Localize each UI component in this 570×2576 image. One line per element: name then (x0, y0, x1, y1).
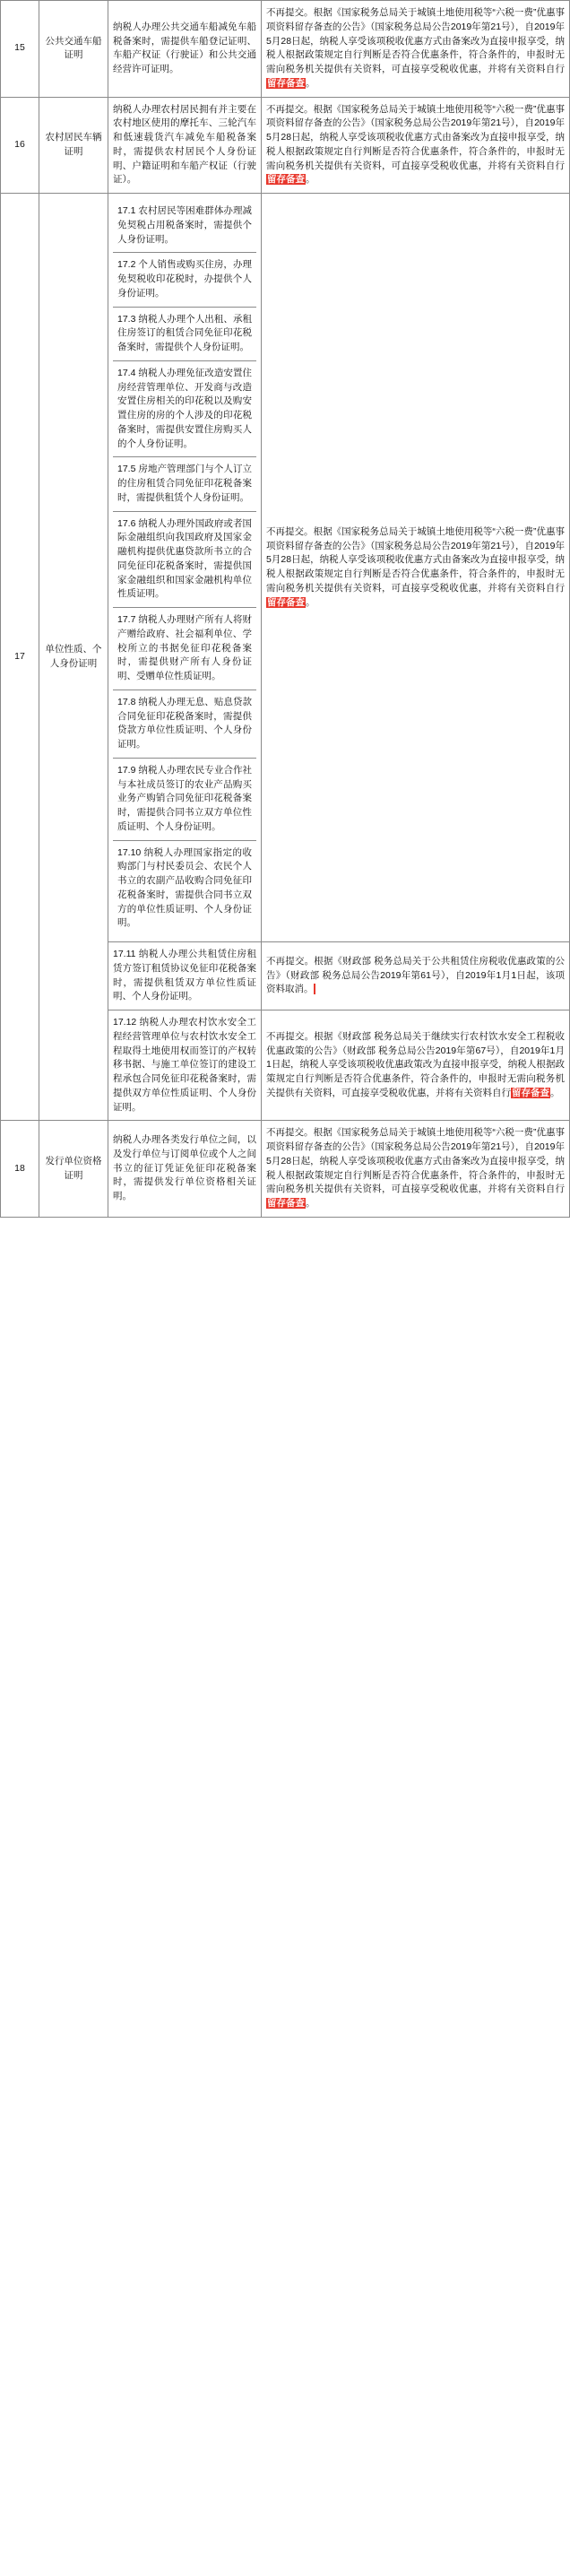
note-text-after: 。 (306, 77, 315, 89)
note-paragraph (266, 525, 565, 611)
sub-item-row (113, 307, 256, 360)
row-number: 17 (1, 194, 39, 1121)
row-material-name: 农村居民车辆证明 (39, 97, 108, 194)
table-row (1, 97, 570, 194)
sub-item-row (113, 253, 256, 307)
sub-item: 17.3 纳税人办理个人出租、承租住房签订的租赁合同免征印花税备案时，需提供个人身份证明。 (113, 307, 256, 360)
note-paragraph (266, 1030, 565, 1101)
sub-item-row (113, 840, 256, 936)
sub-item: 17.1 农村居民等困难群体办理减免契税占用税备案时，需提供个人身份证明。 (113, 199, 256, 253)
table-body (1, 1, 570, 1218)
note-text-before: 不再提交。根据《财政部 税务总局关于继续实行农村饮水安全工程税收优惠政策的公告》（财政部 税务总局公告2019年第67号），自2019年1月1日起，纳税人享受该项税收优惠政策改为直接申报享受，纳税人根据政策规定自行判断是否符合优惠条件，符合条件的，申报时无需向税务机关提供有关资料，可直接享受税收优惠，并将有关资料自行 (266, 1030, 565, 1098)
row-note (262, 1, 570, 98)
sub-item: 17.10 纳税人办理国家指定的收购部门与村民委员会、农民个人书立的农副产品收购合同免征印花税备案时，需提供合同书立双方的单位性质证明、个人身份证明。 (117, 846, 252, 929)
note-highlight: 留存备查 (267, 596, 305, 608)
note-paragraph (266, 955, 565, 997)
row-note (262, 97, 570, 194)
row-material-name: 发行单位资格证明 (39, 1121, 108, 1218)
row-description: 纳税人办理各类发行单位之间，以及发行单位与订阅单位或个人之间书立的征订凭证免征印花税备案时，需提供发行单位资格相关证明。 (108, 1121, 262, 1218)
sub-item-table (113, 199, 256, 936)
note-highlight: 留存备查 (267, 77, 305, 89)
row-description-group (108, 194, 262, 942)
table-row (1, 1121, 570, 1218)
tax-materials-table (0, 0, 570, 1218)
row-material-name: 单位性质、个人身份证明 (39, 194, 108, 1121)
note-text-before: 不再提交。根据《国家税务总局关于城镇土地使用税等“六税一费”优惠事项资料留存备查的公告》（国家税务总局公告2019年第21号），自2019年5月28日起，纳税人享受该项税收优惠方式由备案改为直接申报享受，纳税人根据政策规定自行判断是否符合优惠条件，符合条件的，申报时无需向税务机关提供有关资料，可直接享受税收优惠，并将有关资料自行 (266, 7, 565, 74)
sub-item-row (113, 758, 256, 840)
sub-item: 17.7 纳税人办理财产所有人将财产赠给政府、社会福利单位、学校所立的书据免征印花税备案时，需提供财产所有人身份证明、受赠单位性质证明。 (113, 608, 256, 690)
note-paragraph (266, 6, 565, 91)
row-description: 纳税人办理农村居民拥有并主要在农村地区使用的摩托车、三轮汽车和低速载货汽车减免车船税备案时，需提供农村居民个人身份证明、户籍证明和车船产权证（行驶证）。 (108, 97, 262, 194)
note-highlight: 留存备查 (512, 1087, 549, 1098)
sub-item-body (113, 199, 256, 936)
sub-item: 17.6 纳税人办理外国政府或者国际金融组织向我国政府及国家金融机构提供优惠贷款所书立的合同免征印花税备案时，需提供国家金融组织和国家金融机构单位性质证明。 (113, 511, 256, 608)
sub-item-row (113, 457, 256, 511)
note-text-after: 。 (306, 1198, 315, 1209)
sub-item-row (113, 360, 256, 457)
note-text-before: 不再提交。根据《财政部 税务总局关于公共租赁住房税收优惠政策的公告》（财政部 税务总局公告2019年第61号），自2019年1月1日起，该项资料取消。 (266, 955, 565, 995)
note-text-before: 不再提交。根据《国家税务总局关于城镇土地使用税等“六税一费”优惠事项资料留存备查的公告》（国家税务总局公告2019年第21号），自2019年5月28日起，纳税人享受该项税收优惠方式由备案改为直接申报享受，纳税人根据政策规定自行判断是否符合优惠条件，符合条件的，申报时无需向税务机关提供有关资料，可直接享受税收优惠，并将有关资料自行 (266, 103, 565, 171)
note-text-before: 不再提交。根据《国家税务总局关于城镇土地使用税等“六税一费”优惠事项资料留存备查的公告》（国家税务总局公告2019年第21号），自2019年5月28日起，纳税人享受该项税收优惠方式由备案改为直接申报享受，纳税人根据政策规定自行判断是否符合优惠条件，符合条件的，申报时无需向税务机关提供有关资料，可直接享受税收优惠，并将有关资料自行 (266, 1127, 565, 1195)
sub-item: 17.9 纳税人办理农民专业合作社与本社成员签订的农业产品购买业务产购销合同免征印花税备案时，需提供合同书立双方单位性质证明、个人身份证明。 (113, 758, 256, 840)
sub-item-row (113, 608, 256, 690)
document-page (0, 0, 570, 1218)
row-description: 17.11 纳税人办理公共租赁住房租赁方签订租赁协议免征印花税备案时，需提供租赁双方单位性质证明、个人身份证明。 (108, 942, 262, 1010)
row-number: 18 (1, 1121, 39, 1218)
note-paragraph (266, 1126, 565, 1211)
row-note (262, 1010, 570, 1121)
note-highlight: 留存备查 (267, 1198, 305, 1209)
sub-item-row (113, 199, 256, 253)
sub-item-row (113, 511, 256, 608)
note-text-after: 。 (306, 596, 315, 608)
row-material-name: 公共交通车船证明 (39, 1, 108, 98)
sub-item: 17.4 纳税人办理免征改造安置住房经营管理单位、开发商与改造安置住房相关的印花税以及购安置住房的房的个人涉及的印花税备案时，需提供安置住房购买人的个人身份证明。 (113, 360, 256, 457)
note-text-after: 。 (550, 1087, 560, 1098)
sub-item: 17.8 纳税人办理无息、贴息贷款合同免征印花税备案时，需提供贷款方单位性质证明、个人身份证明。 (113, 690, 256, 758)
row-note (262, 194, 570, 942)
row-description: 17.12 纳税人办理农村饮水安全工程经营管理单位与农村饮水安全工程取得土地使用权而签订的产权转移书据、与施工单位签订的建设工程承包合同免征印花税备案时，需提供双方单位性质证明、个人身份证明。 (108, 1010, 262, 1121)
note-text-after: 。 (306, 174, 315, 186)
note-highlight (314, 984, 315, 994)
sub-item: 17.2 个人销售或购买住房，办理免契税收印花税时，办提供个人身份证明。 (113, 253, 256, 307)
sub-item: 17.5 房地产管理部门与个人订立的住房租赁合同免征印花税备案时，需提供租赁个人身份证明。 (113, 457, 256, 511)
table-row (1, 1, 570, 98)
row-note (262, 1121, 570, 1218)
note-paragraph (266, 103, 565, 188)
row-number: 15 (1, 1, 39, 98)
table-row (1, 194, 570, 942)
row-description: 纳税人办理公共交通车船减免车船税备案时，需提供车船登记证明、车船产权证（行驶证）和公共交通经营许可证明。 (108, 1, 262, 98)
row-number: 16 (1, 97, 39, 194)
sub-item-row (113, 690, 256, 758)
note-highlight: 留存备查 (267, 174, 305, 186)
note-text-before: 不再提交。根据《国家税务总局关于城镇土地使用税等“六税一费”优惠事项资料留存备查的公告》（国家税务总局公告2019年第21号），自2019年5月28日起，纳税人享受该项税收优惠方式由备案改为直接申报享受，纳税人根据政策规定自行判断是否符合优惠条件，符合条件的，申报时无需向税务机关提供有关资料，可直接享受税收优惠，并将有关资料自行 (266, 525, 565, 594)
row-note (262, 942, 570, 1010)
